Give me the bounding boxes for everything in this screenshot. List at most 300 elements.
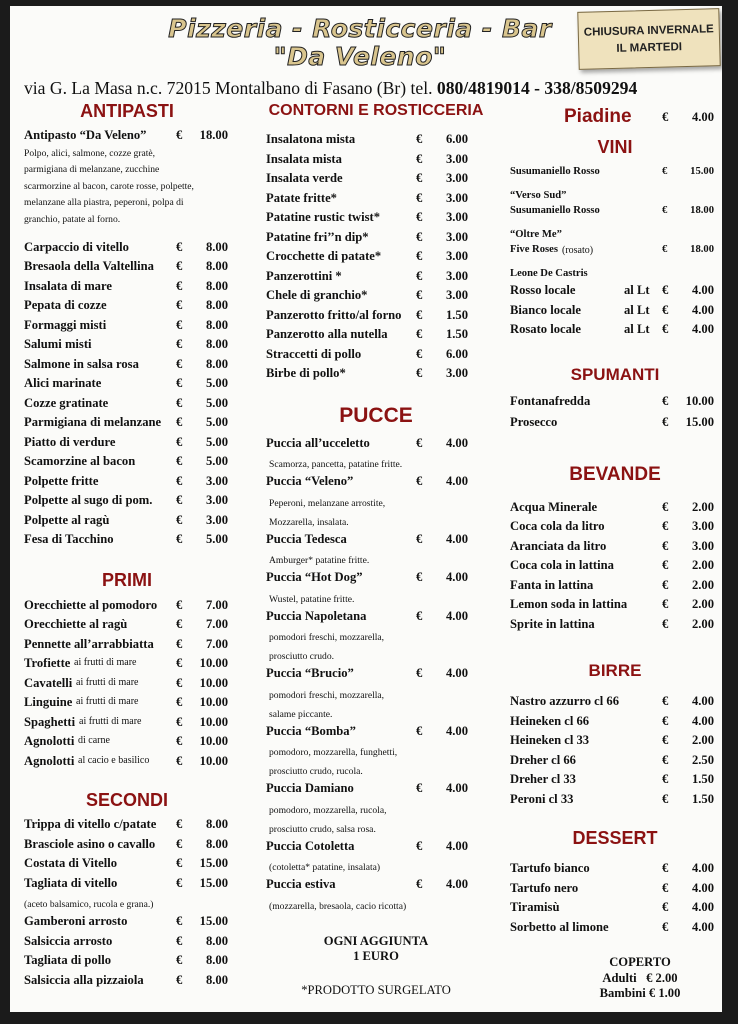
item-name: Susumaniello Rosso <box>510 166 600 177</box>
euro-sign: € <box>416 288 423 302</box>
item-subtitle: “Verso Sud” <box>510 190 567 201</box>
item-price: 4.00 <box>691 302 714 317</box>
item-price: 4.00 <box>691 322 714 336</box>
euro-sign: € <box>662 577 669 592</box>
item-price: 7.00 <box>205 636 228 651</box>
item-name: Salsiccia arrosto <box>24 933 113 948</box>
item-name: Prosecco <box>510 414 558 429</box>
item-name: Insalata mista <box>266 151 342 166</box>
menu-item-row <box>266 532 486 552</box>
menu-item-row <box>266 781 486 801</box>
item-price: 1.50 <box>691 791 714 806</box>
euro-sign: € <box>662 322 669 336</box>
menu-item-row <box>24 357 230 377</box>
item-name: Polpette al ragù <box>24 512 110 527</box>
item-description: Scamorza, pancetta, patatine fritte. <box>269 459 403 470</box>
euro-sign: € <box>662 713 669 728</box>
item-name-detail: ai frutti di mare <box>74 657 137 668</box>
euro-sign: € <box>662 499 669 514</box>
item-price: 18.00 <box>690 205 714 216</box>
item-name: Puccia all’ucceletto <box>266 435 370 450</box>
item-price: 3.00 <box>445 288 468 302</box>
item-price: 3.00 <box>445 229 468 244</box>
item-name: Pepata di cozze <box>24 298 107 312</box>
section-title-vini: VINI <box>597 137 633 157</box>
item-name: Tagliata di vitello <box>24 875 118 890</box>
item-price: 15.00 <box>199 914 228 928</box>
euro-sign: € <box>662 597 669 611</box>
menu-item-row <box>266 269 486 289</box>
menu-item-row <box>24 240 230 260</box>
section-title-primi: PRIMI <box>101 569 152 590</box>
euro-sign: € <box>662 110 669 124</box>
euro-sign: € <box>662 861 669 875</box>
address-text: via G. La Masa n.c. 72015 Montalbano di Fasano (Br) tel. <box>24 78 433 98</box>
item-name: Puccia estiva <box>266 877 336 891</box>
item-name: Patatine rustic twist* <box>266 210 381 224</box>
item-name: Carpaccio di vitello <box>24 239 129 254</box>
euro-sign: € <box>416 190 423 205</box>
item-price: 10.00 <box>685 393 714 408</box>
item-name: Costata di Vitello <box>24 856 118 870</box>
item-price: 4.00 <box>445 570 468 584</box>
item-name: Puccia Cotoletta <box>266 838 355 853</box>
euro-sign: € <box>662 694 669 708</box>
contorni-list <box>266 132 486 386</box>
menu-item-row <box>510 303 720 323</box>
restaurant-title: Pizzeria - Rosticceria - Bar <box>168 14 552 43</box>
item-price: 4.00 <box>445 474 468 488</box>
menu-item-row <box>266 210 486 230</box>
item-name: Polpette fritte <box>24 473 99 488</box>
extra-topping-note <box>266 934 486 964</box>
item-name: Fontanafredda <box>510 393 591 408</box>
euro-sign: € <box>176 933 183 948</box>
item-name: Agnolotti <box>24 734 75 748</box>
column-middle <box>266 98 486 998</box>
menu-item-row <box>510 166 720 186</box>
menu-item-row <box>510 539 720 559</box>
unit-label: al Lt <box>624 322 650 336</box>
item-name: Fesa di Tacchino <box>24 532 114 546</box>
euro-sign: € <box>662 302 669 317</box>
extra-note-line-1: OGNI AGGIUNTA <box>323 933 429 948</box>
euro-sign: € <box>416 132 423 146</box>
euro-sign: € <box>176 734 183 748</box>
menu-item-row <box>266 171 486 191</box>
item-name: Insalata di mare <box>24 278 112 293</box>
item-price: 3.00 <box>691 519 714 533</box>
item-price: 15.00 <box>199 875 228 890</box>
section-title-pucce: PUCCE <box>339 403 413 427</box>
item-name: Insalata verde <box>266 171 343 185</box>
menu-item-row <box>24 695 230 715</box>
euro-sign: € <box>662 880 669 895</box>
menu-item-row <box>266 666 486 686</box>
bevande-list <box>510 500 720 637</box>
euro-sign: € <box>176 817 183 831</box>
item-name: Pennette all’arrabbiatta <box>24 636 154 651</box>
euro-sign: € <box>176 376 183 390</box>
menu-item-row <box>510 558 720 578</box>
item-price: 2.00 <box>691 733 714 747</box>
menu-item-row <box>266 839 486 859</box>
item-price: 15.00 <box>199 856 228 870</box>
euro-sign: € <box>416 570 423 584</box>
item-name: Antipasto “Da Veleno” <box>24 128 147 142</box>
item-subtitle: “Oltre Me” <box>510 229 562 240</box>
item-price: 6.00 <box>445 132 468 146</box>
description-line: granchio, patate al forno. <box>24 213 121 225</box>
menu-item-row <box>24 656 230 676</box>
secondi-list-continued <box>24 914 230 992</box>
menu-item-row <box>24 637 230 657</box>
item-price: 2.00 <box>691 597 714 611</box>
menu-item-row <box>24 934 230 954</box>
column-left <box>24 98 230 992</box>
menu-item-row <box>266 191 486 211</box>
menu-item-row <box>24 454 230 474</box>
menu-item-row <box>266 877 486 897</box>
coperto-bambini: Bambini € 1.00 <box>599 986 681 1000</box>
euro-sign: € <box>662 558 669 572</box>
item-price: 5.00 <box>205 454 228 468</box>
euro-sign: € <box>176 914 183 928</box>
menu-item-row <box>266 366 486 386</box>
euro-sign: € <box>176 972 183 987</box>
menu-item-row <box>24 298 230 318</box>
item-price: 5.00 <box>205 376 228 390</box>
euro-sign: € <box>416 723 423 738</box>
item-price: 5.00 <box>205 395 228 410</box>
menu-item-row <box>24 617 230 637</box>
menu-item-row <box>266 474 486 494</box>
euro-sign: € <box>416 474 423 488</box>
extra-note-line-2: 1 EURO <box>353 948 399 963</box>
menu-item-row <box>24 914 230 934</box>
item-name: Linguine <box>24 695 73 709</box>
section-title-antipasti: ANTIPASTI <box>80 101 174 121</box>
item-description: (mozzarella, bresaola, cacio ricotta) <box>269 900 407 912</box>
item-price: 8.00 <box>205 278 228 293</box>
euro-sign: € <box>176 636 183 651</box>
item-price: 8.00 <box>205 239 228 254</box>
euro-sign: € <box>176 675 183 690</box>
euro-sign: € <box>416 366 423 380</box>
phone-numbers: 080/4819014 - 338/8509294 <box>436 78 638 98</box>
item-name: Puccia “Veleno” <box>266 474 354 488</box>
euro-sign: € <box>662 244 668 255</box>
item-name: Tartufo bianco <box>510 861 590 875</box>
menu-item-row <box>510 500 720 520</box>
item-name: Sorbetto al limone <box>510 919 609 934</box>
euro-sign: € <box>416 210 423 224</box>
item-price: 4.00 <box>445 666 468 680</box>
menu-item-row <box>266 132 486 152</box>
euro-sign: € <box>416 531 423 546</box>
item-name: Puccia “Bomba” <box>266 723 356 738</box>
item-name: Heineken cl 66 <box>510 713 590 728</box>
item-name: Lemon soda in lattina <box>510 597 628 611</box>
euro-sign: € <box>416 346 423 361</box>
description-line: scarmorzine al bacon, carote rosse, polpette, <box>24 180 194 192</box>
item-price: 5.00 <box>205 434 228 449</box>
euro-sign: € <box>176 656 183 670</box>
item-description: (cotoletta* patatine, insalata) <box>269 862 381 873</box>
item-name: Parmigiana di melanzane <box>24 415 162 429</box>
item-price: 4.00 <box>691 713 714 728</box>
item-name: Puccia “Hot Dog” <box>266 570 363 584</box>
euro-sign: € <box>662 414 669 429</box>
euro-sign: € <box>176 317 183 332</box>
address-line <box>24 78 722 99</box>
menu-item-row <box>24 415 230 435</box>
item-price: 4.00 <box>445 877 468 891</box>
menu-item-row <box>266 724 486 744</box>
euro-sign: € <box>176 415 183 429</box>
menu-item-row <box>510 694 720 714</box>
euro-sign: € <box>416 268 423 283</box>
menu-item-row <box>24 513 230 533</box>
euro-sign: € <box>416 838 423 853</box>
menu-item-row <box>24 493 230 513</box>
euro-sign: € <box>416 229 423 244</box>
item-name: Puccia Damiano <box>266 781 354 795</box>
item-name: Trofiette <box>24 656 71 670</box>
item-name: Nastro azzurro cl 66 <box>510 694 620 708</box>
item-price: 3.00 <box>445 210 468 224</box>
menu-item-row <box>266 152 486 172</box>
menu-item-row <box>510 578 720 598</box>
item-price: 3.00 <box>691 538 714 553</box>
item-name: Cavatelli <box>24 675 73 690</box>
birre-list <box>510 694 720 811</box>
item-name: Agnolotti <box>24 753 75 768</box>
menu-item-row <box>510 244 720 264</box>
spumanti-list <box>510 394 720 436</box>
menu-item-row <box>24 474 230 494</box>
item-name: Dreher cl 66 <box>510 752 576 767</box>
item-price: 8.00 <box>205 337 228 351</box>
item-name: Crocchette di patate* <box>266 249 382 263</box>
menu-item-row <box>266 327 486 347</box>
euro-sign: € <box>176 298 183 312</box>
menu-item-row <box>510 415 720 436</box>
item-price: 18.00 <box>690 244 714 255</box>
item-price: 8.00 <box>205 259 228 273</box>
section-title-bevande: BEVANDE <box>569 463 661 485</box>
menu-item-row <box>266 609 486 629</box>
menu-item-row <box>510 861 720 881</box>
item-description: pomodoro, mozzarella, rucola, <box>269 804 387 816</box>
section-title-contorni: CONTORNI E ROSTICCERIA <box>268 102 484 119</box>
menu-item-row <box>510 519 720 539</box>
closure-line-1: CHIUSURA INVERNALE <box>583 23 714 39</box>
item-name: Heineken cl 33 <box>510 733 590 747</box>
item-name: Salumi misti <box>24 337 92 351</box>
item-name-detail: ai frutti di mare <box>79 715 142 727</box>
item-name: Rosso locale <box>510 283 576 297</box>
pucce-list <box>266 436 486 916</box>
item-name: Dreher cl 33 <box>510 772 576 786</box>
item-name: Puccia “Brucio” <box>266 666 354 680</box>
menu-item-row <box>24 734 230 754</box>
item-price: 4.00 <box>691 861 714 875</box>
menu-item-row <box>510 714 720 734</box>
item-name: Fanta in lattina <box>510 577 594 592</box>
dessert-list <box>510 861 720 939</box>
antipasti-list <box>24 240 230 552</box>
menu-item-row <box>510 205 720 225</box>
item-name: Panzerottini * <box>266 268 342 283</box>
item-name: Formaggi misti <box>24 317 107 332</box>
item-price: 8.00 <box>205 298 228 312</box>
item-price: 4.00 <box>691 900 714 914</box>
menu-item-row <box>510 322 720 342</box>
euro-sign: € <box>176 434 183 449</box>
euro-sign: € <box>662 791 669 806</box>
menu-item-row <box>510 283 720 303</box>
euro-sign: € <box>416 608 423 623</box>
menu-item-row <box>24 973 230 993</box>
antipasto-description <box>24 146 230 240</box>
menu-item-row <box>24 376 230 396</box>
item-name: Acqua Minerale <box>510 499 598 514</box>
item-price: 8.00 <box>205 317 228 332</box>
item-price: 4.00 <box>445 781 468 795</box>
menu-item-row <box>24 435 230 455</box>
menu-item-row <box>24 598 230 618</box>
item-description: pomodoro, mozzarella, funghetti, <box>269 747 398 758</box>
euro-sign: € <box>662 733 669 747</box>
item-price: 10.00 <box>199 734 228 748</box>
menu-item-row <box>24 837 230 857</box>
item-price: 10.00 <box>199 695 228 709</box>
euro-sign: € <box>416 877 423 891</box>
item-price: 5.00 <box>205 532 228 546</box>
item-price: 1.50 <box>691 772 714 786</box>
item-price: 3.00 <box>445 249 468 263</box>
euro-sign: € <box>176 875 183 890</box>
closure-line-2: IL MARTEDI <box>616 41 683 55</box>
menu-item-row <box>266 570 486 590</box>
antipasto-veleno-row <box>24 128 230 148</box>
euro-sign: € <box>176 714 183 729</box>
leone-de-castris: Leone De Castris <box>510 268 588 279</box>
menu-item-row <box>24 532 230 552</box>
item-name: Patate fritte* <box>266 190 337 205</box>
menu-item-row <box>24 754 230 774</box>
item-price: 3.00 <box>445 171 468 185</box>
item-name: Coca cola da litro <box>510 519 605 533</box>
item-price: 2.00 <box>691 577 714 592</box>
item-name: Puccia Tedesca <box>266 531 347 546</box>
item-price: 3.00 <box>205 493 228 507</box>
menu-item-row <box>266 308 486 328</box>
euro-sign: € <box>176 532 183 546</box>
item-name-detail: ai frutti di mare <box>76 696 139 707</box>
item-price: 15.00 <box>690 166 714 177</box>
item-price: 7.00 <box>205 617 228 631</box>
euro-sign: € <box>662 166 668 177</box>
item-price: 3.00 <box>445 151 468 166</box>
euro-sign: € <box>176 836 183 851</box>
item-price: 10.00 <box>199 714 228 729</box>
euro-sign: € <box>416 171 423 185</box>
item-description: pomodori freschi, mozzarella, <box>269 632 385 643</box>
menu-item-row <box>24 715 230 735</box>
item-price: 1.50 <box>445 327 468 341</box>
item-price: 7.00 <box>205 597 228 612</box>
item-price: 18.00 <box>199 128 228 142</box>
restaurant-name: "Da Veleno" <box>273 42 447 71</box>
item-name: Coca cola in lattina <box>510 558 614 572</box>
euro-sign: € <box>662 393 669 408</box>
item-name: Brasciole asino o cavallo <box>24 836 156 851</box>
euro-sign: € <box>176 278 183 293</box>
item-price: 2.00 <box>691 499 714 514</box>
euro-sign: € <box>176 259 183 273</box>
euro-sign: € <box>662 538 669 553</box>
item-name: Tagliata di pollo <box>24 953 112 967</box>
item-description: Amburger* patatine fritte. <box>269 555 370 566</box>
item-price: 2.00 <box>691 616 714 631</box>
item-name: Rosato locale <box>510 322 581 336</box>
item-name: Bianco locale <box>510 302 582 317</box>
item-name: Orecchiette al pomodoro <box>24 597 158 612</box>
euro-sign: € <box>176 753 183 768</box>
description-line: melanzane alla piastra, peperoni, polpa di <box>24 197 184 208</box>
euro-sign: € <box>416 666 423 680</box>
euro-sign: € <box>176 473 183 488</box>
euro-sign: € <box>176 512 183 527</box>
coperto-title: COPERTO <box>609 955 671 969</box>
vini-list <box>510 166 720 264</box>
item-price: 6.00 <box>445 346 468 361</box>
euro-sign: € <box>176 597 183 612</box>
vini-house-list <box>510 283 720 342</box>
menu-item-row <box>510 772 720 792</box>
item-description: Peperoni, melanzane arrostite, <box>269 497 386 509</box>
section-title-piadine: Piadine <box>564 106 632 127</box>
item-price: 10.00 <box>199 656 228 670</box>
euro-sign: € <box>662 283 669 297</box>
item-description: Wustel, patatine fritte. <box>269 593 355 605</box>
item-price: 8.00 <box>205 817 228 831</box>
item-price: 4.00 <box>445 531 468 546</box>
item-name-detail: al cacio e basilico <box>78 754 150 766</box>
section-title-secondi: SECONDI <box>85 790 168 810</box>
euro-sign: € <box>176 128 183 142</box>
winter-closure-sign <box>577 8 720 70</box>
euro-sign: € <box>176 856 183 870</box>
euro-sign: € <box>176 493 183 507</box>
item-name-detail: (rosato) <box>562 245 594 256</box>
menu-item-row <box>24 856 230 876</box>
item-name: Insalatona mista <box>266 132 356 146</box>
euro-sign: € <box>662 919 669 934</box>
item-name: Orecchiette al ragù <box>24 617 128 631</box>
item-name: Piatto di verdure <box>24 434 116 449</box>
euro-sign: € <box>416 327 423 341</box>
item-description: prosciutto crudo, rucola. <box>269 766 363 777</box>
item-name: Scamorzine al bacon <box>24 454 136 468</box>
menu-item-row <box>510 597 720 617</box>
item-price: 10.00 <box>199 675 228 690</box>
item-price: 4.00 <box>445 723 468 738</box>
item-name: Polpette al sugo di pom. <box>24 493 153 507</box>
item-name: Gamberoni arrosto <box>24 914 128 928</box>
